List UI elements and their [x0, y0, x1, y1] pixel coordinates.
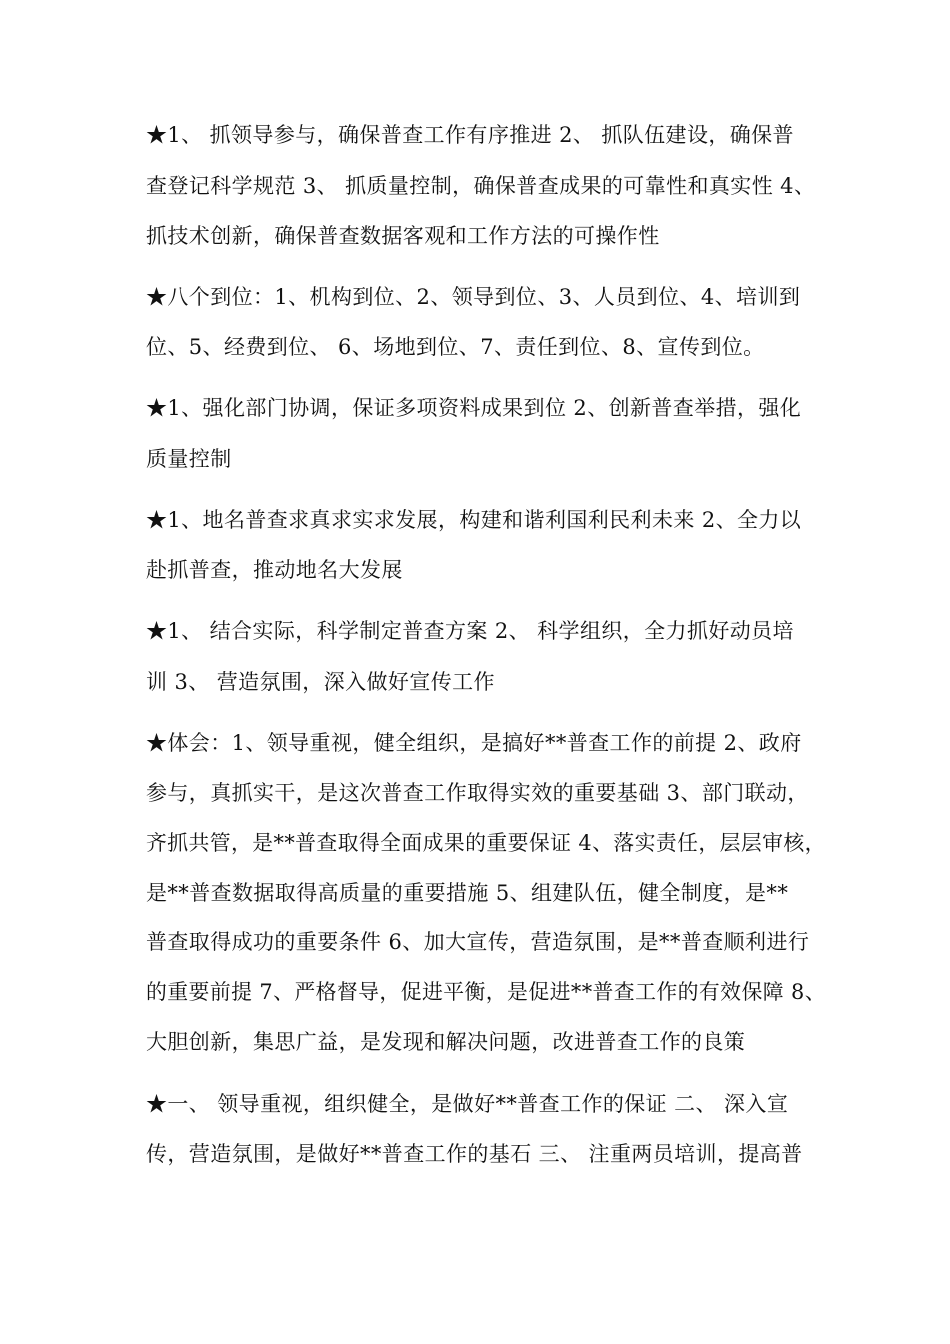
paragraph-7-line-1: ★一、 领导重视，组织健全，是做好**普查工作的保证 二、 深入宣	[146, 1092, 789, 1116]
paragraph-7-line-2: 传，营造氛围，是做好**普查工作的基石 三、 注重两员培训，提高普	[146, 1142, 803, 1166]
paragraph-5-line-1: ★1、 结合实际，科学制定普查方案 2、 科学组织，全力抓好动员培	[146, 619, 794, 643]
paragraph-1-line-3: 抓技术创新，确保普查数据客观和工作方法的可操作性	[146, 224, 660, 248]
paragraph-5-line-2: 训 3、 营造氛围，深入做好宣传工作	[146, 670, 495, 694]
paragraph-6-line-1: ★体会：1、领导重视，健全组织，是搞好**普查工作的前提 2、政府	[146, 731, 802, 755]
paragraph-6-line-2: 参与，真抓实干，是这次普查工作取得实效的重要基础 3、部门联动，	[146, 781, 809, 805]
paragraph-1-line-2: 查登记科学规范 3、 抓质量控制，确保普查成果的可靠性和真实性 4、	[146, 174, 816, 198]
paragraph-2-line-1: ★八个到位：1、机构到位、2、领导到位、3、人员到位、4、培训到	[146, 285, 801, 309]
paragraph-1-line-1: ★1、 抓领导参与，确保普查工作有序推进 2、 抓队伍建设，确保普	[146, 123, 794, 147]
paragraph-4-line-2: 赴抓普查，推动地名大发展	[146, 558, 403, 582]
paragraph-3-line-2: 质量控制	[146, 447, 232, 471]
paragraph-6-line-6: 的重要前提 7、严格督导，促进平衡，是促进**普查工作的有效保障 8、	[146, 980, 826, 1004]
paragraph-6-line-7: 大胆创新，集思广益，是发现和解决问题，改进普查工作的良策	[146, 1030, 746, 1054]
paragraph-6-line-5: 普查取得成功的重要条件 6、加大宣传，营造氛围，是**普查顺利进行	[146, 930, 810, 954]
paragraph-2-line-2: 位、5、经费到位、 6、场地到位、7、责任到位、8、宣传到位。	[146, 335, 765, 359]
paragraph-4-line-1: ★1、地名普查求真求实求发展，构建和谐利国利民利未来 2、全力以	[146, 508, 802, 532]
paragraph-6-line-4: 是**普查数据取得高质量的重要措施 5、组建队伍，健全制度，是**	[146, 881, 789, 905]
paragraph-6-line-3: 齐抓共管，是**普查取得全面成果的重要保证 4、落实责任，层层审核，	[146, 831, 826, 855]
paragraph-3-line-1: ★1、强化部门协调，保证多项资料成果到位 2、创新普查举措，强化	[146, 396, 802, 420]
